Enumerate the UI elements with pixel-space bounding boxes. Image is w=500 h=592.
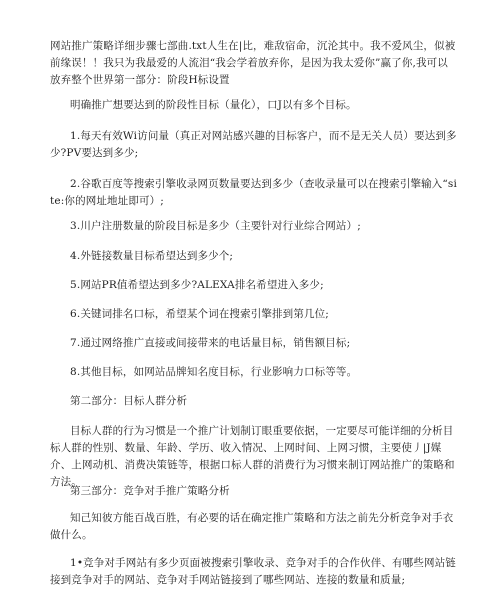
goal-item-7: 7.通过网络推广直接或间接带来的电话量目标，销售额目标;	[70, 337, 351, 349]
goal-item-2: 2.谷歌百度等搜索引擎收录网页数量要达到多少（查收录量可以在搜索引擎输入“site:你的网址地址即可）;	[50, 178, 457, 207]
goal-item-4: 4.外链接数量目标希望达到多少个;	[70, 250, 234, 262]
goal-item-6: 6.关键词排名口标，希望某个词在搜索引擎排到第几位;	[70, 308, 329, 320]
intro-paragraph: 网站推广策略详细步骤七部曲.txt人生在|比，难敌宿命，沉沦其中。我不爱风尘，似被前缘误！！我只为我最爱的人流泪“我会学着放弃你，是因为我太爱你”赢了你,我可以放弃整个世界第一部分：阶段H标设置	[50, 40, 456, 86]
goal-item-1: 1.每天有效Wi访问量（真正对网站感兴趣的目标客户，而不是无关人员）要达到多少?PV要达到多少;	[50, 130, 457, 159]
part2-body: 目标人群的行为习惯是一个推广计划制订眼重要依据，一定要尽可能详细的分析目标人群的性别、数量、年龄、学历、收入情况、上网时间、上网习惯，主要使丿|J媒介、上网动机、消费决策链等，根据口标人群的消费行为习惯来制订网站推广的策略和方法。	[50, 425, 455, 488]
goal-item-5: 5.网站PR值希望达到多少?ALEXA排名希望进入多少;	[70, 279, 324, 291]
section-heading-part3: 第三部分：竞争对手推广策略分析	[70, 485, 230, 497]
section-heading-part2: 第二部分：目标人群分析	[70, 395, 188, 407]
part3-body: 知己知彼方能百战百胜，有必要的话在确定推广策略和方法之前先分析竞争对手衣做什么。	[50, 512, 454, 541]
goal-item-3: 3.川户注册数量的阶段目标是多少（主要针对行业综合网站）;	[70, 220, 361, 232]
goal-intro: 明确推广想要达到的阶段性目标（量化），口J以有多个目标。	[70, 99, 357, 111]
competitor-point-1: 1•竞争对手网站有多少页面被搜索引擎收录、竞争对手的合作伙伴、有哪些网站链接到竞争对手的网站、竞争对手网站链接到了哪些网站、连接的数量和质量;	[50, 557, 456, 586]
goal-item-8: 8.其他目标，如网站品牌知名度目标，行业影响力口标等等。	[70, 366, 358, 378]
